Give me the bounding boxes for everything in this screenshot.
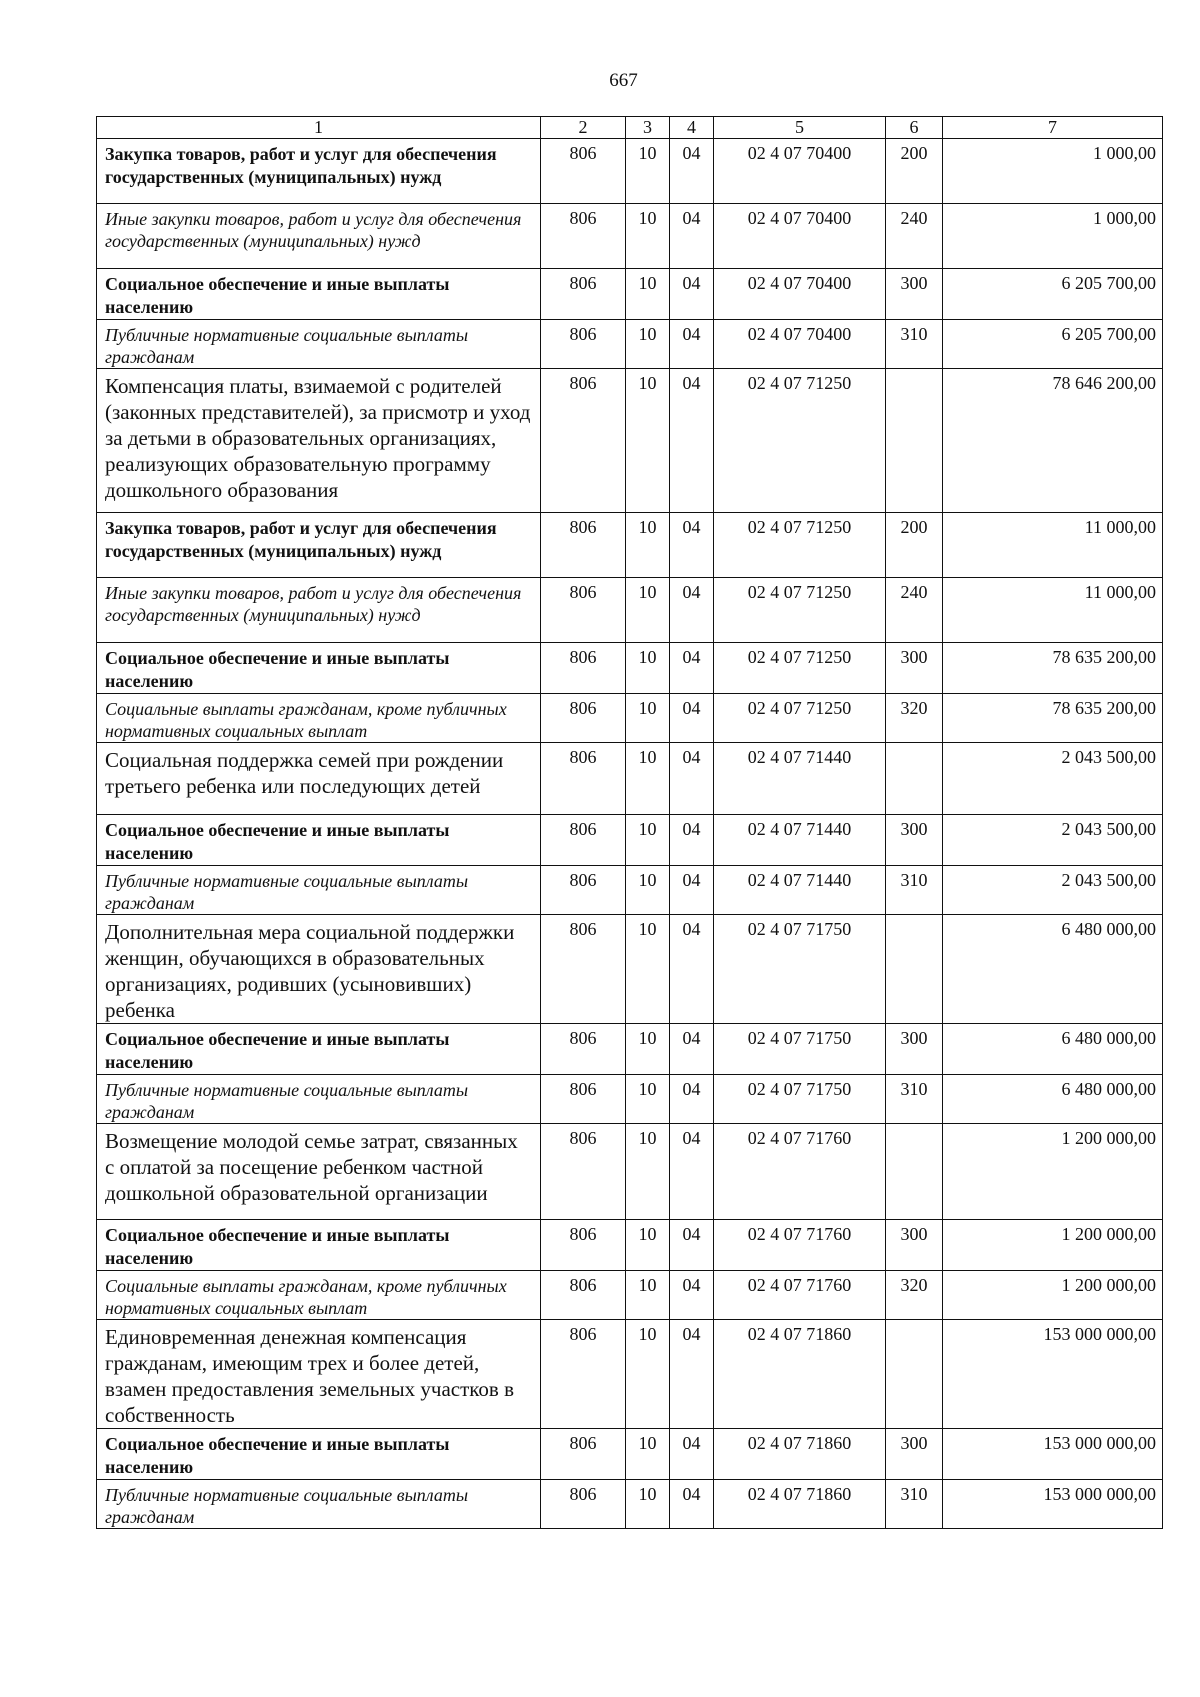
table-row — [97, 1124, 1163, 1220]
row-amount-cell: 2 043 500,00 — [943, 743, 1163, 815]
table-row — [97, 694, 1163, 743]
row-name-cell: Иные закупки товаров, работ и услуг для обеспечения государственных (муниципальных) нужд — [97, 578, 541, 643]
row-target-article-cell: 02 4 07 70400 — [714, 269, 886, 320]
row-section-cell: 10 — [626, 1220, 670, 1271]
row-section-cell: 10 — [626, 139, 670, 204]
row-expense-type-cell — [886, 369, 943, 513]
table-row — [97, 1271, 1163, 1320]
row-code-cell: 806 — [541, 1124, 626, 1220]
row-expense-type-cell: 320 — [886, 694, 943, 743]
row-name-cell: Публичные нормативные социальные выплаты гражданам — [97, 866, 541, 915]
table-row — [97, 1429, 1163, 1480]
row-amount-cell: 6 205 700,00 — [943, 320, 1163, 369]
row-expense-type-cell: 300 — [886, 1220, 943, 1271]
column-header-6: 6 — [886, 117, 943, 139]
row-section-cell: 10 — [626, 269, 670, 320]
row-amount-cell: 2 043 500,00 — [943, 866, 1163, 915]
row-expense-type-cell: 240 — [886, 578, 943, 643]
row-amount-cell: 1 200 000,00 — [943, 1220, 1163, 1271]
row-section-cell: 10 — [626, 743, 670, 815]
row-section-cell: 10 — [626, 1429, 670, 1480]
row-expense-type-cell: 200 — [886, 139, 943, 204]
row-target-article-cell: 02 4 07 71760 — [714, 1124, 886, 1220]
row-amount-cell: 6 480 000,00 — [943, 1024, 1163, 1075]
column-header-7: 7 — [943, 117, 1163, 139]
table-row — [97, 643, 1163, 694]
row-name-cell: Единовременная денежная компенсация гражданам, имеющим трех и более детей, взамен предоставления земельных участков в собственность — [97, 1320, 541, 1429]
table-row — [97, 139, 1163, 204]
row-subsection-cell: 04 — [670, 320, 714, 369]
row-code-cell: 806 — [541, 1271, 626, 1320]
row-name-cell: Дополнительная мера социальной поддержки женщин, обучающихся в образовательных организациях, родивших (усыновивших) ребенка — [97, 915, 541, 1024]
row-name-cell: Компенсация платы, взимаемой с родителей (законных представителей), за присмотр и уход за детьми в образовательных организациях, реализующих образовательную программу дошкольного образования — [97, 369, 541, 513]
table-row — [97, 320, 1163, 369]
row-section-cell: 10 — [626, 204, 670, 269]
row-subsection-cell: 04 — [670, 1429, 714, 1480]
row-code-cell: 806 — [541, 1320, 626, 1429]
row-name-cell: Закупка товаров, работ и услуг для обеспечения государственных (муниципальных) нужд — [97, 513, 541, 578]
column-header-3: 3 — [626, 117, 670, 139]
row-expense-type-cell: 310 — [886, 320, 943, 369]
column-header-5: 5 — [714, 117, 886, 139]
budget-table — [96, 116, 1163, 1529]
column-header-4: 4 — [670, 117, 714, 139]
row-code-cell: 806 — [541, 204, 626, 269]
row-section-cell: 10 — [626, 1320, 670, 1429]
row-section-cell: 10 — [626, 513, 670, 578]
row-expense-type-cell — [886, 1320, 943, 1429]
row-target-article-cell: 02 4 07 71440 — [714, 743, 886, 815]
row-target-article-cell: 02 4 07 71440 — [714, 815, 886, 866]
row-subsection-cell: 04 — [670, 1271, 714, 1320]
row-expense-type-cell: 310 — [886, 866, 943, 915]
table-row — [97, 815, 1163, 866]
row-section-cell: 10 — [626, 1480, 670, 1529]
row-code-cell: 806 — [541, 513, 626, 578]
row-code-cell: 806 — [541, 1220, 626, 1271]
row-code-cell: 806 — [541, 694, 626, 743]
table-header-row — [97, 117, 1163, 139]
row-code-cell: 806 — [541, 866, 626, 915]
row-subsection-cell: 04 — [670, 269, 714, 320]
row-section-cell: 10 — [626, 1075, 670, 1124]
row-code-cell: 806 — [541, 320, 626, 369]
row-amount-cell: 78 646 200,00 — [943, 369, 1163, 513]
row-target-article-cell: 02 4 07 71440 — [714, 866, 886, 915]
row-target-article-cell: 02 4 07 71750 — [714, 1075, 886, 1124]
table-row — [97, 204, 1163, 269]
row-name-cell: Публичные нормативные социальные выплаты гражданам — [97, 320, 541, 369]
row-subsection-cell: 04 — [670, 204, 714, 269]
row-amount-cell: 153 000 000,00 — [943, 1480, 1163, 1529]
row-code-cell: 806 — [541, 1075, 626, 1124]
table-row — [97, 1024, 1163, 1075]
row-code-cell: 806 — [541, 1480, 626, 1529]
row-subsection-cell: 04 — [670, 1220, 714, 1271]
row-subsection-cell: 04 — [670, 1024, 714, 1075]
table-row — [97, 866, 1163, 915]
row-subsection-cell: 04 — [670, 1124, 714, 1220]
row-target-article-cell: 02 4 07 71860 — [714, 1320, 886, 1429]
row-name-cell: Социальное обеспечение и иные выплаты населению — [97, 815, 541, 866]
row-name-cell: Социальная поддержка семей при рождении третьего ребенка или последующих детей — [97, 743, 541, 815]
row-amount-cell: 6 480 000,00 — [943, 1075, 1163, 1124]
row-code-cell: 806 — [541, 743, 626, 815]
row-name-cell: Социальное обеспечение и иные выплаты населению — [97, 643, 541, 694]
row-target-article-cell: 02 4 07 71760 — [714, 1220, 886, 1271]
row-name-cell: Публичные нормативные социальные выплаты гражданам — [97, 1075, 541, 1124]
row-amount-cell: 1 000,00 — [943, 204, 1163, 269]
row-section-cell: 10 — [626, 915, 670, 1024]
row-amount-cell: 11 000,00 — [943, 578, 1163, 643]
row-target-article-cell: 02 4 07 70400 — [714, 139, 886, 204]
row-name-cell: Закупка товаров, работ и услуг для обеспечения государственных (муниципальных) нужд — [97, 139, 541, 204]
row-code-cell: 806 — [541, 269, 626, 320]
row-amount-cell: 78 635 200,00 — [943, 694, 1163, 743]
row-subsection-cell: 04 — [670, 866, 714, 915]
column-header-1: 1 — [97, 117, 541, 139]
row-section-cell: 10 — [626, 694, 670, 743]
row-amount-cell: 1 000,00 — [943, 139, 1163, 204]
row-section-cell: 10 — [626, 1024, 670, 1075]
row-target-article-cell: 02 4 07 70400 — [714, 320, 886, 369]
row-target-article-cell: 02 4 07 71750 — [714, 1024, 886, 1075]
page-number: 667 — [609, 70, 638, 91]
row-target-article-cell: 02 4 07 71860 — [714, 1480, 886, 1529]
row-subsection-cell: 04 — [670, 815, 714, 866]
row-subsection-cell: 04 — [670, 743, 714, 815]
row-expense-type-cell: 300 — [886, 643, 943, 694]
table-body — [97, 139, 1163, 1529]
row-target-article-cell: 02 4 07 71250 — [714, 513, 886, 578]
row-name-cell: Социальные выплаты гражданам, кроме публичных нормативных социальных выплат — [97, 1271, 541, 1320]
row-code-cell: 806 — [541, 139, 626, 204]
table-row — [97, 1480, 1163, 1529]
column-header-2: 2 — [541, 117, 626, 139]
row-amount-cell: 153 000 000,00 — [943, 1429, 1163, 1480]
row-expense-type-cell — [886, 743, 943, 815]
row-target-article-cell: 02 4 07 71760 — [714, 1271, 886, 1320]
row-section-cell: 10 — [626, 866, 670, 915]
row-subsection-cell: 04 — [670, 915, 714, 1024]
row-code-cell: 806 — [541, 915, 626, 1024]
row-name-cell: Социальное обеспечение и иные выплаты населению — [97, 269, 541, 320]
row-section-cell: 10 — [626, 1124, 670, 1220]
table-row — [97, 1220, 1163, 1271]
row-code-cell: 806 — [541, 1429, 626, 1480]
row-expense-type-cell: 300 — [886, 269, 943, 320]
row-expense-type-cell: 320 — [886, 1271, 943, 1320]
row-target-article-cell: 02 4 07 71750 — [714, 915, 886, 1024]
row-section-cell: 10 — [626, 578, 670, 643]
row-section-cell: 10 — [626, 1271, 670, 1320]
row-code-cell: 806 — [541, 578, 626, 643]
table-row — [97, 743, 1163, 815]
row-target-article-cell: 02 4 07 71860 — [714, 1429, 886, 1480]
table-row — [97, 915, 1163, 1024]
row-name-cell: Социальное обеспечение и иные выплаты населению — [97, 1024, 541, 1075]
row-amount-cell: 6 205 700,00 — [943, 269, 1163, 320]
table-row — [97, 513, 1163, 578]
row-amount-cell: 6 480 000,00 — [943, 915, 1163, 1024]
row-name-cell: Социальное обеспечение и иные выплаты населению — [97, 1429, 541, 1480]
row-name-cell: Публичные нормативные социальные выплаты гражданам — [97, 1480, 541, 1529]
row-target-article-cell: 02 4 07 70400 — [714, 204, 886, 269]
row-subsection-cell: 04 — [670, 139, 714, 204]
row-expense-type-cell — [886, 915, 943, 1024]
table-row — [97, 369, 1163, 513]
row-subsection-cell: 04 — [670, 694, 714, 743]
row-amount-cell: 78 635 200,00 — [943, 643, 1163, 694]
row-amount-cell: 2 043 500,00 — [943, 815, 1163, 866]
row-name-cell: Возмещение молодой семье затрат, связанных с оплатой за посещение ребенком частной дошкольной образовательной организации — [97, 1124, 541, 1220]
row-target-article-cell: 02 4 07 71250 — [714, 369, 886, 513]
row-target-article-cell: 02 4 07 71250 — [714, 643, 886, 694]
row-amount-cell: 11 000,00 — [943, 513, 1163, 578]
row-name-cell: Социальное обеспечение и иные выплаты населению — [97, 1220, 541, 1271]
row-amount-cell: 1 200 000,00 — [943, 1124, 1163, 1220]
row-section-cell: 10 — [626, 643, 670, 694]
table-row — [97, 1075, 1163, 1124]
row-expense-type-cell: 240 — [886, 204, 943, 269]
row-subsection-cell: 04 — [670, 1480, 714, 1529]
row-target-article-cell: 02 4 07 71250 — [714, 694, 886, 743]
table-row — [97, 269, 1163, 320]
row-expense-type-cell: 310 — [886, 1480, 943, 1529]
row-expense-type-cell: 310 — [886, 1075, 943, 1124]
row-subsection-cell: 04 — [670, 1320, 714, 1429]
row-subsection-cell: 04 — [670, 643, 714, 694]
row-subsection-cell: 04 — [670, 369, 714, 513]
row-expense-type-cell: 300 — [886, 1024, 943, 1075]
row-code-cell: 806 — [541, 643, 626, 694]
row-code-cell: 806 — [541, 369, 626, 513]
row-section-cell: 10 — [626, 320, 670, 369]
row-expense-type-cell: 300 — [886, 1429, 943, 1480]
row-code-cell: 806 — [541, 1024, 626, 1075]
row-expense-type-cell: 200 — [886, 513, 943, 578]
row-expense-type-cell: 300 — [886, 815, 943, 866]
row-amount-cell: 153 000 000,00 — [943, 1320, 1163, 1429]
row-name-cell: Иные закупки товаров, работ и услуг для обеспечения государственных (муниципальных) нужд — [97, 204, 541, 269]
row-section-cell: 10 — [626, 815, 670, 866]
row-subsection-cell: 04 — [670, 513, 714, 578]
row-section-cell: 10 — [626, 369, 670, 513]
table-row — [97, 578, 1163, 643]
row-expense-type-cell — [886, 1124, 943, 1220]
row-subsection-cell: 04 — [670, 578, 714, 643]
table-row — [97, 1320, 1163, 1429]
row-target-article-cell: 02 4 07 71250 — [714, 578, 886, 643]
row-amount-cell: 1 200 000,00 — [943, 1271, 1163, 1320]
row-name-cell: Социальные выплаты гражданам, кроме публичных нормативных социальных выплат — [97, 694, 541, 743]
row-subsection-cell: 04 — [670, 1075, 714, 1124]
row-code-cell: 806 — [541, 815, 626, 866]
